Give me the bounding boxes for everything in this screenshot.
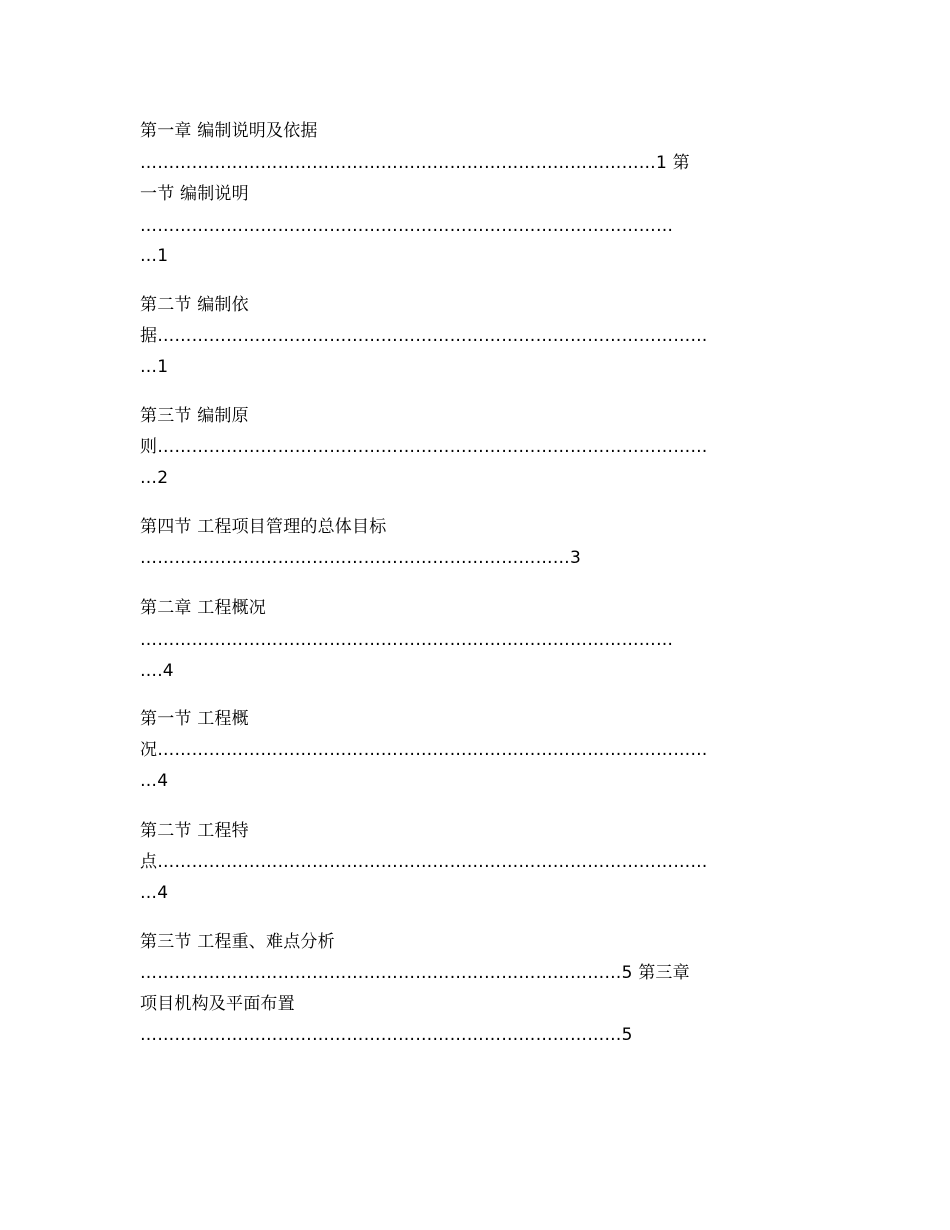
toc-line: 第三节 工程重、难点分析	[140, 932, 335, 952]
toc-line: …4	[140, 771, 169, 791]
toc-line: 第四节 工程项目管理的总体目标	[140, 517, 387, 537]
toc-line: …………………………………………………………………………5 第三章	[140, 963, 690, 983]
toc-line: 第一节 工程概	[140, 709, 249, 729]
toc-line: …1	[140, 357, 169, 377]
toc-line: 一节 编制说明	[140, 184, 249, 204]
toc-line: 第二章 工程概况	[140, 598, 267, 618]
toc-line: 点……………………………………………………………………………………	[140, 852, 708, 872]
toc-line: …4	[140, 883, 169, 903]
toc-line: …1	[140, 246, 169, 266]
toc-line: 则……………………………………………………………………………………	[140, 437, 708, 457]
toc-line: …………………………………………………………………3	[140, 548, 582, 568]
toc-line: 第三节 编制原	[140, 406, 249, 426]
toc-line: ………………………………………………………………………………1 第	[140, 153, 690, 173]
toc-line: …………………………………………………………………………5	[140, 1025, 633, 1045]
toc-line: …2	[140, 468, 169, 488]
toc-line: 况……………………………………………………………………………………	[140, 740, 708, 760]
toc-line: 第二节 编制依	[140, 295, 249, 315]
toc-line: …………………………………………………………………………………	[140, 630, 674, 650]
toc-line: ….4	[140, 661, 174, 681]
toc-line: …………………………………………………………………………………	[140, 216, 674, 236]
toc-line: 第二节 工程特	[140, 821, 249, 841]
toc-line: 第一章 编制说明及依据	[140, 121, 318, 141]
toc-line: 据……………………………………………………………………………………	[140, 326, 708, 346]
toc-line: 项目机构及平面布置	[140, 994, 295, 1014]
